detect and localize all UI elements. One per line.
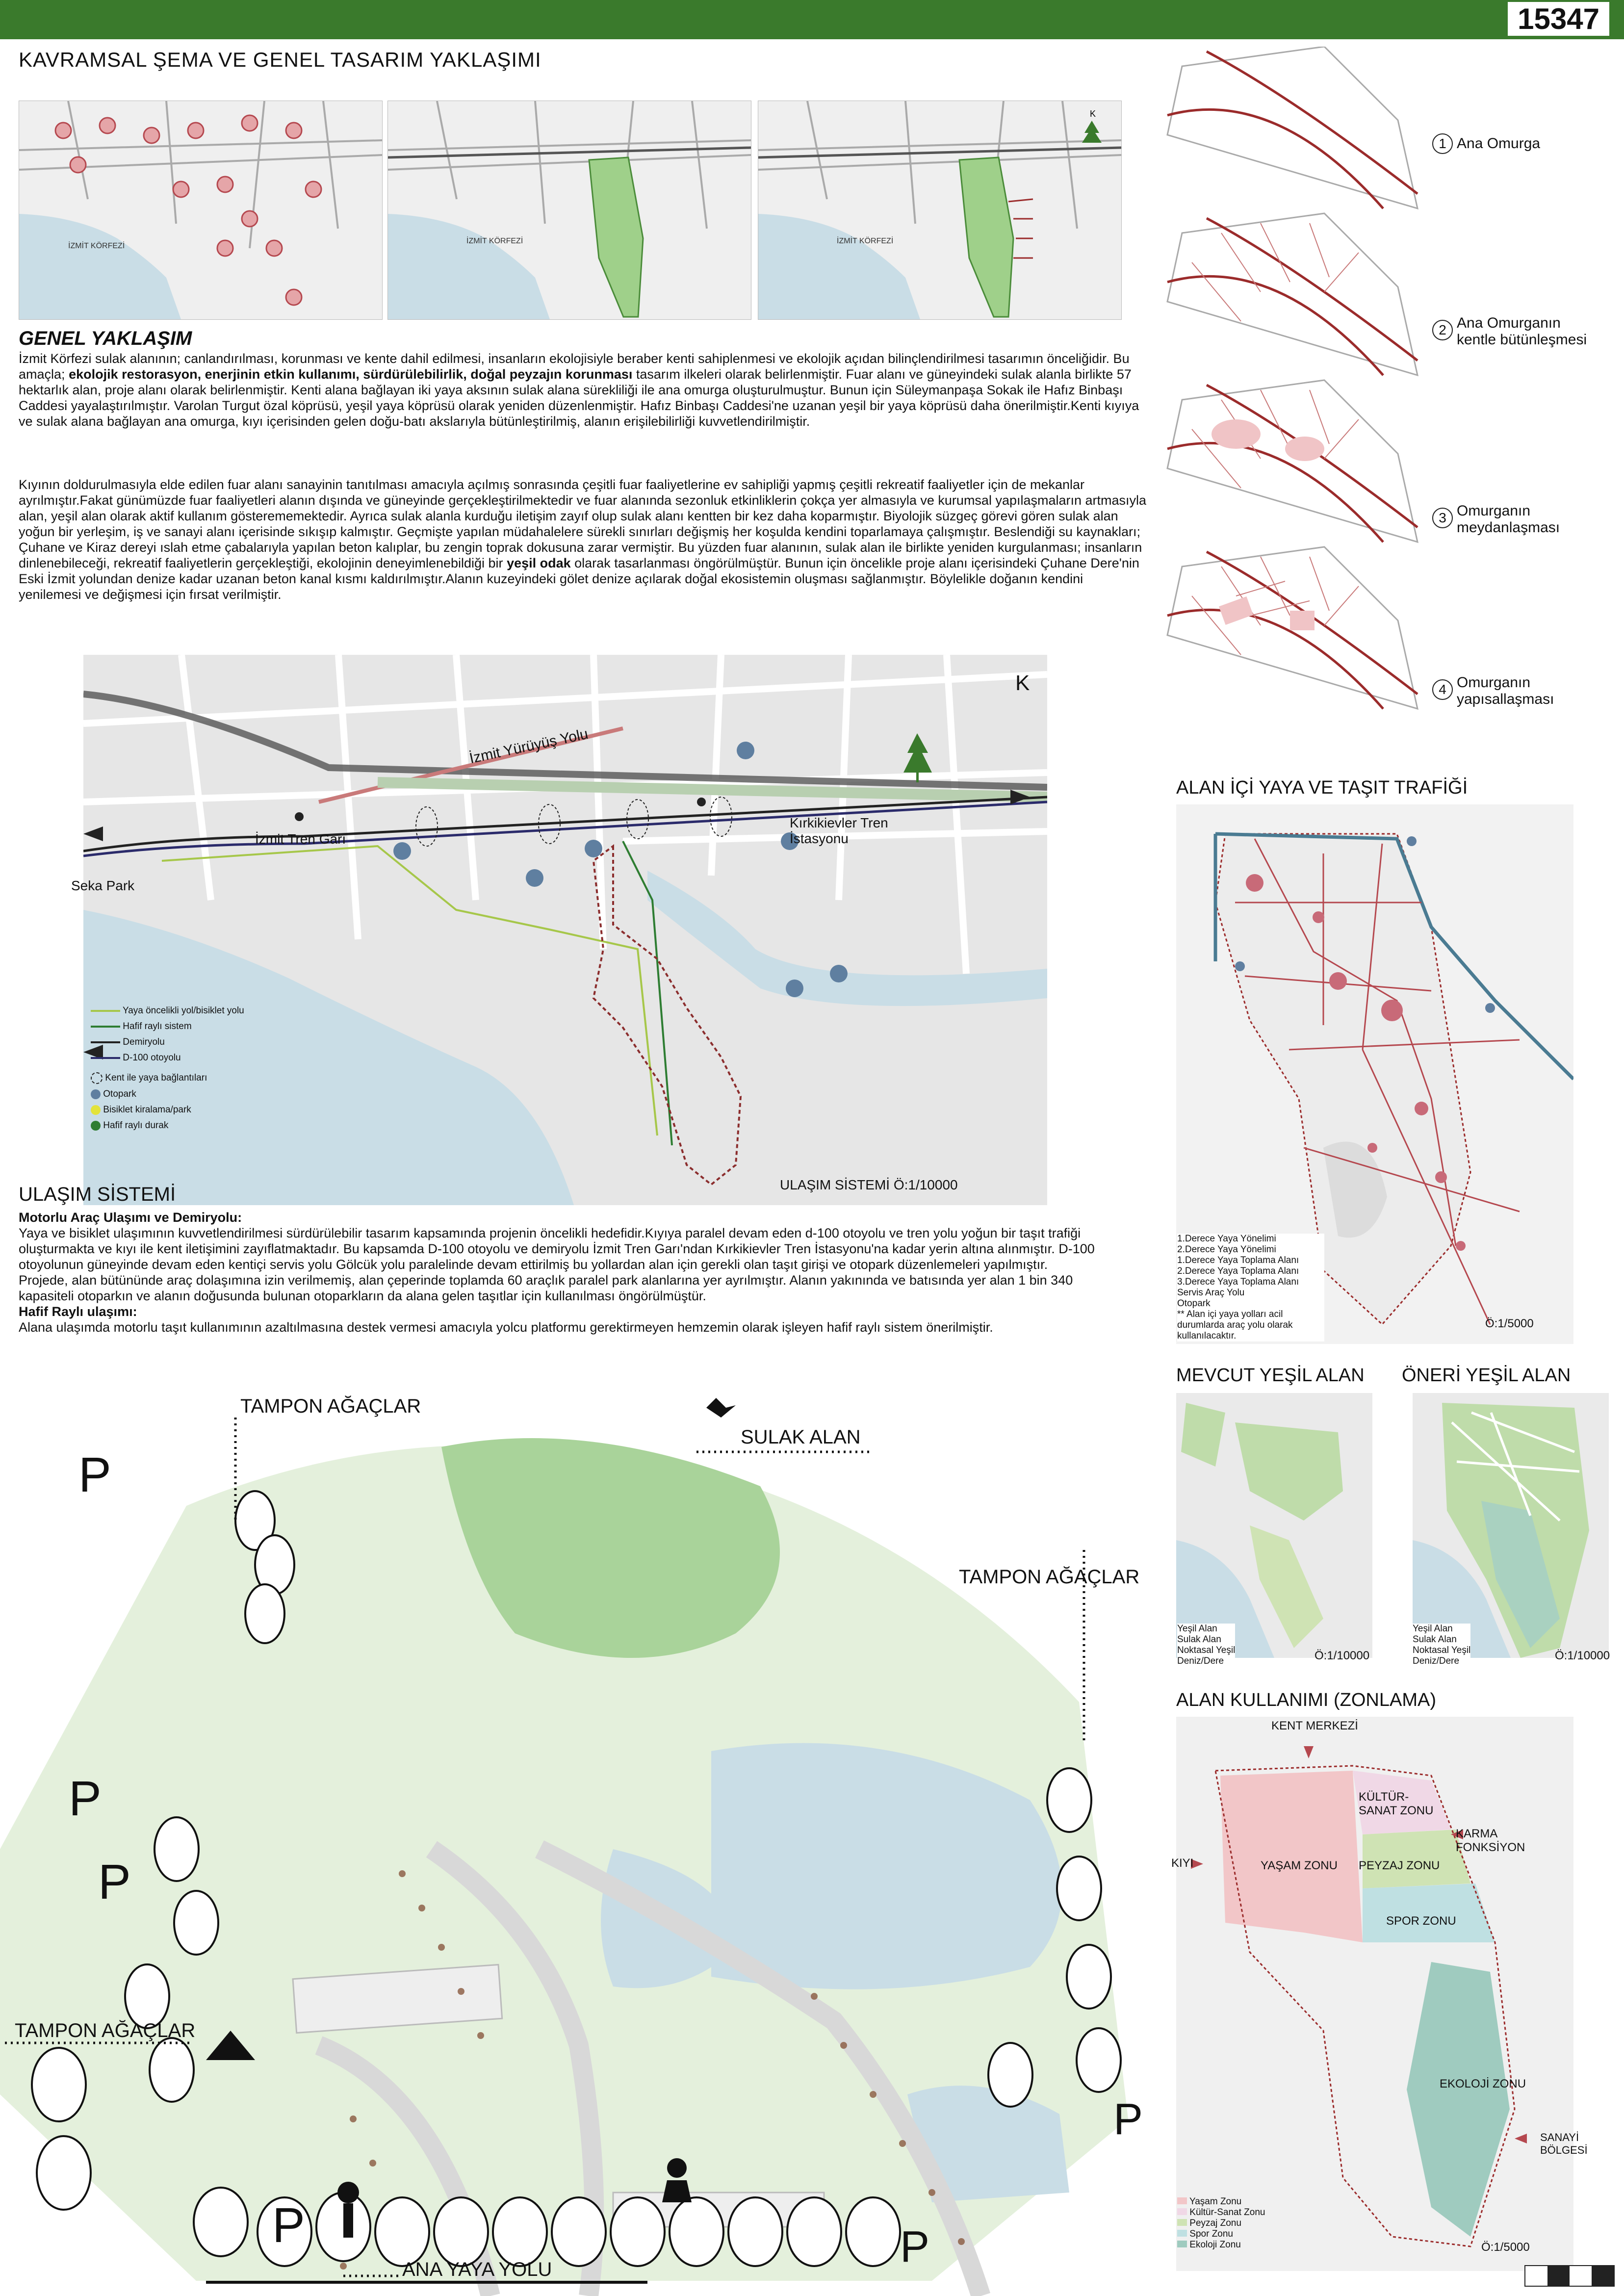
zone-label-living: YAŞAM ZONU bbox=[1261, 1859, 1338, 1872]
station-1-label: İzmit Tren Garı bbox=[255, 831, 346, 847]
zoning-scale: Ö:1/5000 bbox=[1481, 2241, 1530, 2254]
park-label: Seka Park bbox=[71, 878, 135, 893]
sheet-number: 15347 bbox=[1508, 2, 1609, 36]
traffic-scale: Ö:1/5000 bbox=[1485, 1317, 1534, 1330]
concept-map-3 bbox=[758, 101, 1122, 320]
zone-label-landscape: PEYZAJ ZONU bbox=[1359, 1859, 1440, 1872]
road-label: İzmit Yürüyüş Yolu bbox=[468, 725, 590, 767]
axis-step-1: 1 Ana Omurga bbox=[1432, 133, 1540, 154]
general-paragraph-2: Kıyının doldurulmasıyla elde edilen fuar alanı sanayinin tanıtılması amacıyla açılmış sonrasında çeşitli fuar faaliyetlerine ev sahipliği yapmış çeşitli rekreatif faaliyetler için de mekanlar ayrılmıştır.Fakat günümüzde fuar faaliyetleri alanın dışında ve güneyinde gerçekleştirilmektedir ve fuar alanında sezonluk etkinliklerin çokça yer almasıyla ve kurumsal yapılaşmaların artmasıyla alan, yeşil alan olarak aktif kullanım gösterememektedir. Ayrıca sulak alanla kurduğu iletişim zayıf olup sulak alanı kentten bir kez daha koparmıştır. Biyolojik süzgeç görevi gören sulak alan yoğun bir yerleşim, iş ve sanayi alanı içerisinde sıkışıp kalmıştır. Geçmişte yapılan müdahalelere sürekli sınırları değişmiş her koşulda kendini toparlamaya çalışmıştır. Beslendiği su kaynakları; Çuhane ve Kiraz dereyi ıslah etme çabalarıyla yapılan beton kalıplar, bu zengin toprak dokusuna zarar vermiştir. Bu yüzden fuar alanının, sulak alan ile birlikte yeniden kurgulanması; insanların dinlenebileceği, rekreatif faaliyetlerin gerçekleştiği, ekolojinin deneyimlenebildiği bir yeşil odak olarak tasarlanması öngörülmüştür. Bunun için öncelikle proje alanı içerisindeki Çuhane Dere'nin Eski İzmit yolundan denize kadar uzanan beton kanal kısmı kaldırılmıştır.Alanın kuzeyindeki gölet denize açılarak doğal ekosistemin oluşması sağlanmıştır. Böylelikle doğanın kendini yenilemesi ve değişmesi için fırsat verilmiştir. bbox=[19, 477, 1147, 602]
oneri-green-title: ÖNERİ YEŞİL ALAN bbox=[1402, 1365, 1571, 1386]
transport-text: Motorlu Araç Ulaşımı ve Demiryolu: Yaya ve bisiklet ulaşımının kuvvetlendirilmesi sürdürülebilir tasarım kapsamında projenin öncelikli hedefidir.Kıyıya paralel devam eden d-100 otoyolu ve tren yolu yoğun bir taşıt trafiği oluşturmakta ve kıyı ile kent iletişimini zayıflatmaktadır. Bu kapsamda D-100 otoyolu ve demiryolu İzmit Tren Garı'ndan Kırkikievler Tren İstasyonu'na kadar yerin altına alınmıştır. D-100 otoyolunun güneyinde devam eden kentiçi servis yolu Gölcük yolu paralelinde devam ettirilmiş bu yollardan alan için gerekli olan taşıt girişi ve otopark düzenlemeleri yapılmıştır. Projede, alan bütününde araç dolaşımına izin verilmemiş, alan çeperinde toplamda 60 araçlık paralel park alanlarına yer ayrılmıştır. Alanın yakınında ve batısında yer alan 1 bin 340 kapasiteli otoparkın ve alanın doğusunda bulunan otoparkların da alana gelen taşıtlar için kullanılması öngörülmüştür. Hafif Raylı ulaşımı: Alana ulaşımda motorlu taşıt kullanımının azaltılmasına destek vermesi amacıyla yolcu platformu gerektirmeyen hemzemin olarak işleyen hafif raylı sistem önerilmiştir. bbox=[19, 1210, 1095, 1335]
buffer-label-1: TAMPON AĞAÇLAR bbox=[240, 1395, 421, 1417]
oneri-green-scale: Ö:1/10000 bbox=[1555, 1649, 1610, 1662]
scale-bar bbox=[1524, 2265, 1615, 2287]
parking-icon-5: P bbox=[272, 2198, 305, 2253]
buffer-label-3: TAMPON AĞAÇLAR bbox=[15, 2020, 196, 2041]
axis-step-4: 4 Omurganın yapısallaşması bbox=[1432, 674, 1594, 708]
north-symbol-2: K bbox=[1015, 671, 1030, 695]
buffer-label-2: TAMPON AĞAÇLAR bbox=[959, 1566, 1140, 1588]
zone-label-culture: KÜLTÜR-SANAT ZONU bbox=[1359, 1790, 1434, 1817]
parking-icon-6: P bbox=[900, 2222, 930, 2271]
oneri-green-map bbox=[1413, 1393, 1609, 1658]
station-2-label: Kırkikievler Tren İstasyonu bbox=[790, 815, 888, 846]
wetland-label: SULAK ALAN bbox=[741, 1426, 861, 1448]
parking-icon-1: P bbox=[78, 1447, 111, 1502]
general-paragraph-1: İzmit Körfezi sulak alanının; canlandırılması, korunması ve kente dahil edilmesi, insanların ekolojisiyle beraber kenti sahiplenmesi ve ekolojik açıdan bilinçlendirilmesi tasarımın önceliğidir. Bu amaçla; ekolojik restorasyon, enerjinin etkin kullanımı, sürdürülebilirlik, doğal peyzajın korunması tasarım ilkeleri olarak belirlenmiştir. Fuar alanı ve güneyindeki sulak alanla birlikte 57 hektarlık alan, proje alanı olarak belirlenmiştir. Kenti alana bağlayan iki yaya aksının sulak alana sürekliliği ile ana omurga oluşturulmuştur. Bunun için Süleymanpaşa Sokak ile Hafız Binbaşı Caddesi yayalaştırılmıştır. Varolan Turgut özal köprüsü, yeşil yaya köprüsü olarak yeniden düzenlenmiştir. Hafız Binbaşı Caddesi'ne uzanan yeşil bir yaya köprüsü daha önerilmiştir.Kenti kıyıya ve sulak alana bağlayan ana omurga, kıyı içerisinden gelen doğu-batı akslarıyla bütünleştirilmiş, alanın erişilebilirliği kuvvetlendirilmiştir. bbox=[19, 351, 1139, 429]
transport-scale: ULAŞIM SİSTEMİ Ö:1/10000 bbox=[780, 1177, 958, 1192]
parking-icon-2: P bbox=[69, 1771, 102, 1826]
concept-map-2 bbox=[387, 101, 751, 320]
zoning-title: ALAN KULLANIMI (ZONLAMA) bbox=[1176, 1690, 1436, 1710]
mevcut-green-scale: Ö:1/10000 bbox=[1315, 1649, 1370, 1662]
zone-label-industry: SANAYİ BÖLGESİ bbox=[1540, 2131, 1588, 2156]
parking-icon-4: P bbox=[1113, 2095, 1143, 2144]
zone-label-eco: EKOLOJİ ZONU bbox=[1440, 2077, 1526, 2090]
gulf-label-1: İZMİT KÖRFEZİ bbox=[68, 242, 125, 250]
axis-step-3: 3 Omurganın meydanlaşması bbox=[1432, 503, 1594, 536]
traffic-title: ALAN İÇİ YAYA VE TAŞIT TRAFİĞİ bbox=[1176, 777, 1468, 798]
mevcut-green-legend: Yeşil Alan Sulak Alan Noktasal Yeşil Deniz/Dere bbox=[1177, 1624, 1236, 1666]
zone-label-center: KENT MERKEZİ bbox=[1271, 1719, 1358, 1732]
concept-map-1 bbox=[19, 101, 383, 320]
axis-step-2: 2 Ana Omurganın kentle bütünleşmesi bbox=[1432, 315, 1604, 348]
mevcut-green-title: MEVCUT YEŞİL ALAN bbox=[1176, 1365, 1365, 1386]
traffic-legend: 1.Derece Yaya Yönelimi 2.Derece Yaya Yönelimi 1.Derece Yaya Toplama Alanı 2.Derece Yaya Toplama Alanı 3.Derece Yaya Toplama Alanı Servis Araç Yolu Otopark ** Alan içi yaya yolları acil durumlarda araç yolu olarak kullanılacaktır. bbox=[1177, 1234, 1324, 1341]
axis-diagrams bbox=[1162, 47, 1437, 723]
zone-label-sport: SPOR ZONU bbox=[1386, 1914, 1456, 1928]
north-symbol-1: K bbox=[1090, 109, 1096, 119]
zone-label-mixed: KARMA FONKSİYON bbox=[1456, 1827, 1525, 1854]
transport-legend: Yaya öncelikli yol/bisiklet yolu Hafif raylı sistem Demiryolu D-100 otoyolu Kent ile yaya bağlantıları Otopark Bisiklet kiralama/park Hafif raylı durak bbox=[91, 1006, 287, 1131]
walk-label: ANA YAYA YOLU bbox=[402, 2259, 552, 2280]
transport-title: ULAŞIM SİSTEMİ bbox=[19, 1184, 176, 1205]
zoning-legend: Yaşam Zonu Kültür-Sanat Zonu Peyzaj Zonu Spor Zonu Ekoloji Zonu bbox=[1177, 2196, 1265, 2250]
zone-label-coast: KIYI bbox=[1171, 1857, 1194, 1870]
parking-icon-3: P bbox=[98, 1855, 131, 1909]
header-bar bbox=[0, 0, 1624, 39]
page-title: KAVRAMSAL ŞEMA VE GENEL TASARIM YAKLAŞIMI bbox=[19, 48, 541, 71]
gulf-label-2: İZMİT KÖRFEZİ bbox=[466, 237, 523, 245]
general-title: GENEL YAKLAŞIM bbox=[19, 328, 192, 349]
perspective-illustration bbox=[0, 1359, 1143, 2296]
gulf-label-3: İZMİT KÖRFEZİ bbox=[837, 237, 894, 245]
oneri-green-legend: Yeşil Alan Sulak Alan Noktasal Yeşil Deniz/Dere bbox=[1413, 1624, 1471, 1666]
mevcut-green-map bbox=[1176, 1393, 1372, 1658]
